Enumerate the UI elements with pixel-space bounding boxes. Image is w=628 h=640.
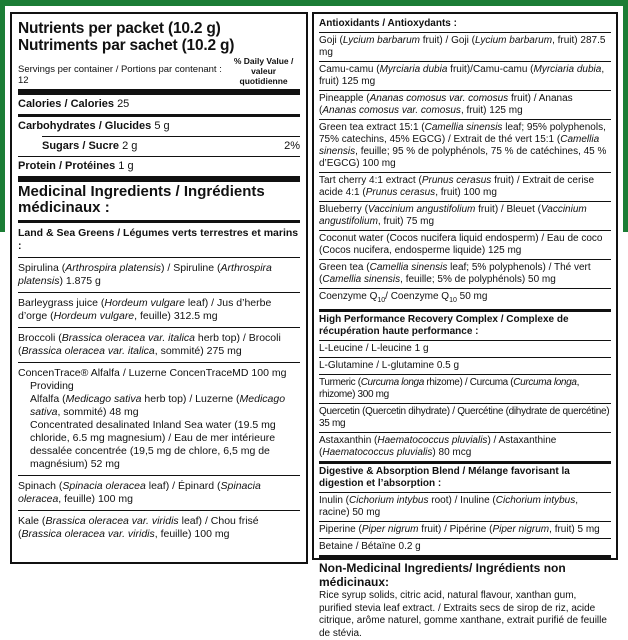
turmeric-row: Turmeric (Curcuma longa rhizome) / Curcuma (Curcuma longa, rhizome) 300 mg xyxy=(319,377,579,400)
concentrace-row xyxy=(18,363,300,475)
sugars-row xyxy=(18,137,300,156)
sugars-dv: 2% xyxy=(284,140,300,152)
camu-camu-row: Camu-camu (Myrciaria dubia fruit)/Camu-camu (Myrciaria dubia, fruit) 125 mg xyxy=(319,64,605,87)
medicinal-title xyxy=(18,182,300,220)
servings-text: Servings per container / Portions par contenant : 12 xyxy=(18,64,222,86)
nutrients-title-en: Nutrients per packet (10.2 g) xyxy=(18,20,221,37)
betaine-row: Betaine / Bétaïne 0.2 g xyxy=(319,541,421,552)
green-left-border xyxy=(0,0,5,232)
inland-sea-water-row: Concentrated desalinated Inland Sea water (19.5 mg chloride, 6.5 mg magnesium) / Eau de mer intérieure dessalée concentrée (19,5 mg de chlore, 6,5 mg de magnésium) 52 mg xyxy=(30,419,276,470)
barleygrass-row: Barleygrass juice (Hordeum vulgare leaf) / Jus d’herbe d’orge (Hordeum vulgare, feuille) 312.5 mg xyxy=(18,297,272,322)
protein-label: Protein / Protéines xyxy=(18,160,116,172)
nutrients-title-fr: Nutriments par sachet (10.2 g) xyxy=(18,37,235,54)
tart-cherry-row: Tart cherry 4:1 extract (Prunus cerasus fruit) / Extrait de cerise acide 4:1 (Prunus cerasus, fruit) 100 mg xyxy=(319,175,595,198)
calories-row xyxy=(18,95,300,114)
medicinal-title-line2: médicinaux : xyxy=(18,199,110,216)
coq10-row: Coenzyme $Q_{10}/$ Coenzyme $Q_{10}$ 50 mg xyxy=(319,291,488,304)
carbs-row xyxy=(18,117,300,136)
calories-label: Calories / Calories xyxy=(18,98,114,110)
carbs-label: Carbohydrates / Glucides xyxy=(18,120,152,132)
green-tea-extract-row: Green tea extract 15:1 (Camellia sinensis leaf; 95% polyphenols, 75% catechins, 45% EGCG) / Extrait de thé vert 15:1 (Camellia sinensis, feuille; 95 % de polyphénols, 75 % de catéchines, 45 % d’EGCG) 100 mg xyxy=(319,122,607,169)
spirulina-row: Spirulina (Arthrospira platensis) / Spiruline (Arthrospira platensis) 1.875 g xyxy=(18,262,272,287)
green-tea-row: Green tea (Camellia sinensis leaf; 5% polyphenols) / Thé vert (Camellia sinensis, feuille; 5% de polyphénols) 50 mg xyxy=(319,262,591,285)
antioxidants-title: Antioxidants / Antioxydants : xyxy=(319,18,457,29)
kale-row: Kale (Brassica oleracea var. viridis leaf) / Chou frisé (Brassica oleracea var. viridis, feuille) 100 mg xyxy=(18,515,259,540)
quercetin-row: Quercetin (Quercetin dihydrate) / Quercétine (dihydrate de quercétine) 35 mg xyxy=(319,406,610,429)
sugars-label: Sugars / Sucre xyxy=(42,140,120,152)
protein-row xyxy=(18,157,300,176)
broccoli-row: Broccoli (Brassica oleracea var. italica herb top) / Brocoli (Brassica oleracea var. italica, sommité) 275 mg xyxy=(18,332,281,357)
green-right-border xyxy=(623,0,628,232)
nutrition-facts-panel xyxy=(10,12,308,564)
glutamine-row: L-Glutamine / L-glutamine 0.5 g xyxy=(319,360,460,371)
calories-value: 25 xyxy=(117,98,130,110)
servings-row xyxy=(18,56,300,89)
non-medicinal-text: Rice syrup solids, citric acid, natural flavour, xanthan gum, purified stevia leaf extract. / Extraits secs de sirop de riz, acide citrique, arôme naturel, gomme xanthane, extrait purifié de feuille de stévia. xyxy=(319,590,607,639)
leucine-row: L-Leucine / L-leucine 1 g xyxy=(319,343,429,354)
concentrace-main: ConcenTrace® Alfalfa / Luzerne ConcenTraceMD 100 mg xyxy=(18,367,287,379)
blueberry-row: Blueberry (Vaccinium angustifolium fruit) / Bleuet (Vaccinium angustifolium, fruit) 75 mg xyxy=(319,204,587,227)
daily-value-header xyxy=(227,56,300,86)
spinach-row: Spinach (Spinacia oleracea leaf) / Épinard (Spinacia oleracea, feuille) 100 mg xyxy=(18,480,261,505)
piperine-row: Piperine (Piper nigrum fruit) / Pipérine (Piper nigrum, fruit) 5 mg xyxy=(319,524,600,535)
inulin-row: Inulin (Cichorium intybus root) / Inuline (Cichorium intybus, racine) 50 mg xyxy=(319,495,579,518)
coconut-water-row: Coconut water (Cocos nucifera liquid endosperm) / Eau de coco (Cocos nucifera, endosperme liquide) 125 mg xyxy=(319,233,603,256)
green-top-border xyxy=(0,0,628,6)
goji-row: Goji (Lycium barbarum fruit) / Goji (Lycium barbarum, fruit) 287.5 mg xyxy=(319,35,606,58)
astaxanthin-row: Astaxanthin (Haematococcus pluvialis) / Astaxanthine (Haematococcus pluvialis) 80 mcg xyxy=(319,435,557,458)
alfalfa-row: Alfalfa (Medicago sativa herb top) / Luzerne (Medicago sativa, sommité) 48 mg xyxy=(30,393,286,418)
non-medicinal-title: Non-Medicinal Ingredients/ Ingrédients non médicinaux: xyxy=(319,561,566,589)
ingredients-panel xyxy=(312,12,618,639)
providing-label: Providing xyxy=(30,380,74,392)
sugars-value: 2 g xyxy=(122,140,138,152)
digestive-title: Digestive & Absorption Blend / Mélange favorisant la digestion et l’absorption : xyxy=(319,466,570,489)
dv-line1: % Daily Value / xyxy=(233,56,294,66)
medicinal-title-line1: Medicinal Ingredients / Ingrédients xyxy=(18,183,265,200)
land-sea-title: Land & Sea Greens / Légumes verts terrestres et marins : xyxy=(18,227,299,252)
carbs-value: 5 g xyxy=(154,120,170,132)
dv-line2: valeur quotidienne xyxy=(239,66,288,86)
recovery-title: High Performance Recovery Complex / Complexe de récupération haute performance : xyxy=(319,314,569,337)
pineapple-row: Pineapple (Ananas comosus var. comosus fruit) / Ananas (Ananas comosus var. comosus, fruit) 125 mg xyxy=(319,93,573,116)
protein-value: 1 g xyxy=(118,160,134,172)
